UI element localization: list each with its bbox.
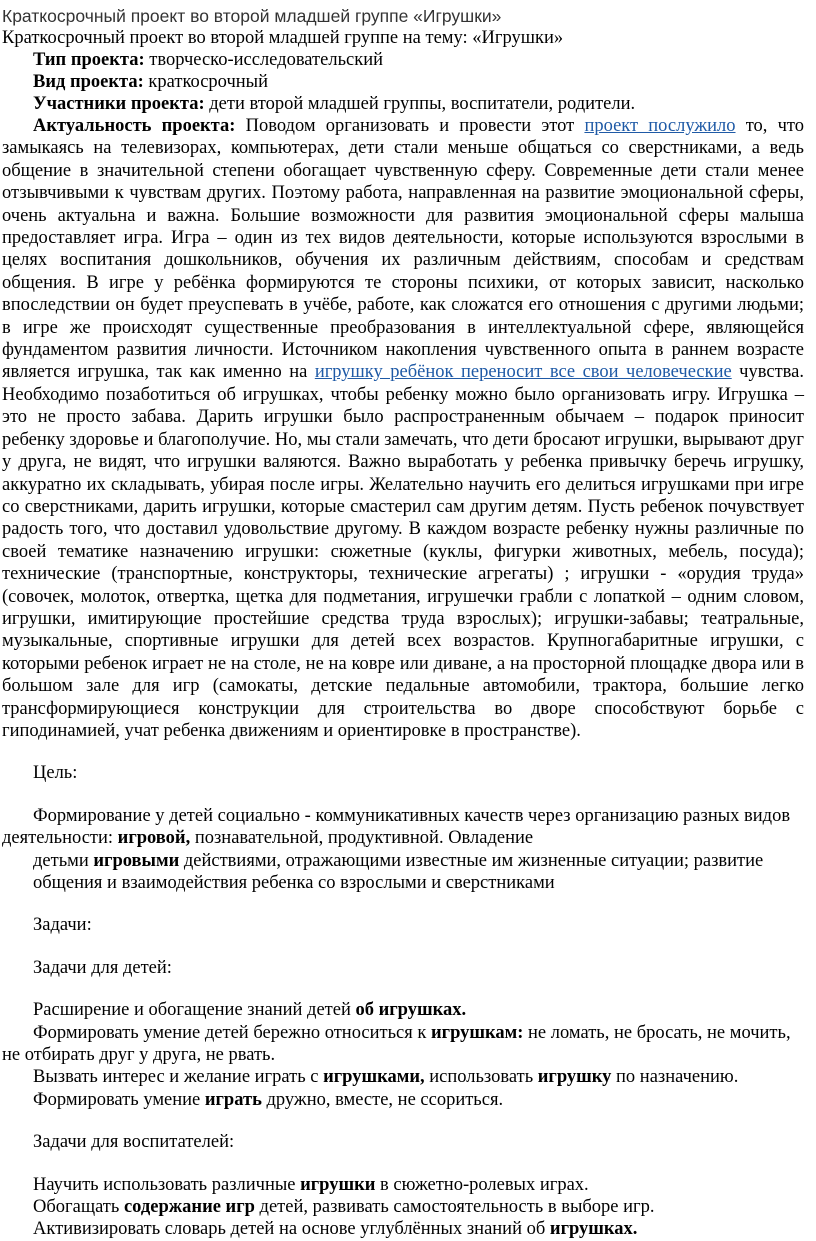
spacer xyxy=(2,894,804,914)
children-task-1 xyxy=(2,999,804,1021)
spacer xyxy=(2,979,804,999)
spacer xyxy=(2,742,804,762)
relevance-text-3: чувства. Необходимо позаботиться об игрушках, чтобы ребенку можно было организовать игру. Игрушка – это не просто забава. Дарить игрушки было распространенным обычаем – подарок приносит ребенку здоровье и благополучие. Но, мы стали замечать, что дети бросают игрушки, вырывают друг у друга, не видят, что игрушки валяются. Важно выработать у ребенка привычку беречь игрушку, аккуратно их складывать, убирая после игры. Желательно научить его делиться игрушками при игре со сверстниками, дарить игрушки, которые смастерил сам другим детям. Пусть ребенок почувствует радость того, что доставил удовольствие другому. В каждом возрасте ребенку нужны различные по своей тематике назначению игрушки: сюжетные (куклы, фигурки животных, мебель, посуда); технические (транспортные, конструкторы, технические агрегаты) ; игрушки - «орудия труда» (совочек, молоток, отвертка, щетка для подметания, игрушечки грабли с лопаткой – одним словом, игрушки, имитирующие простейшие средства труда взрослых); игрушки-забавы; театральные, музыкальные, спортивные игрушки для детей всех возрастов. Крупногабаритные игрушки, с которыми ребенок играет не на столе, не на ковре или диване, а на просторной площадке двора или в большом зале для игр (самокаты, детские педальные автомобили, трактора, большие легко трансформирующиеся конструкции для строительства во дворе способствуют борьбе с гиподинамией, учат ребенка движениям и ориентировке в пространстве). xyxy=(2,362,804,741)
children-task-3-mid: использовать xyxy=(424,1067,538,1088)
spacer xyxy=(2,785,804,805)
goal-text-2: познавательной, продуктивной. Овладение xyxy=(190,828,534,849)
document-subtitle: Краткосрочный проект во второй младшей группе на тему: «Игрушки» xyxy=(2,28,564,48)
goal-bold-2: игровыми xyxy=(93,850,180,871)
spacer xyxy=(2,1154,804,1174)
goal-line-3a: детьми xyxy=(33,850,94,871)
children-task-4 xyxy=(2,1089,804,1111)
goal-line-3 xyxy=(2,850,804,872)
project-participants-label: Участники проекта: xyxy=(33,94,205,114)
project-kind-value: краткосрочный xyxy=(143,72,268,92)
children-task-4-text: Формировать умение xyxy=(33,1089,205,1110)
teachers-task-2-text: Обогащать xyxy=(33,1197,124,1218)
tasks-children-heading: Задачи для детей: xyxy=(33,957,172,978)
toy-feelings-link[interactable]: игрушку ребёнок переносит все свои человеческие xyxy=(314,362,732,383)
children-task-3-rest: по назначению. xyxy=(611,1067,739,1088)
project-kind-line xyxy=(2,71,804,93)
document-title: Краткосрочный проект во второй младшей группе «Игрушки» xyxy=(2,6,502,26)
children-task-1-text: Расширение и обогащение знаний детей xyxy=(33,1000,356,1021)
goal-paragraph xyxy=(2,805,804,850)
children-task-3 xyxy=(2,1066,804,1088)
goal-heading: Цель: xyxy=(33,763,78,784)
project-type-line xyxy=(2,49,804,71)
project-type-label: Тип проекта: xyxy=(33,50,145,70)
teachers-task-1-bold: игрушки xyxy=(300,1174,376,1195)
children-task-2-text: Формировать умение детей бережно относиться к xyxy=(33,1022,432,1043)
children-task-3-text: Вызвать интерес и желание играть с xyxy=(33,1067,324,1088)
goal-text-1: Формирование у детей социально - коммуникативных качеств через организацию разных видов деятельности: xyxy=(2,805,791,849)
children-task-4-rest: дружно, вместе, не ссориться. xyxy=(261,1089,504,1110)
children-task-2-bold: игрушкам: xyxy=(431,1022,524,1043)
children-task-2-rest: не ломать, не бросать, не мочить, не отбирать друг у друга, не рвать. xyxy=(2,1022,791,1066)
children-task-3-bold-2: игрушку xyxy=(537,1067,612,1088)
children-task-4-bold: играть xyxy=(204,1089,262,1110)
relevance-label: Актуальность проекта: xyxy=(33,116,236,136)
teachers-task-1-rest: в сюжетно-ролевых играх. xyxy=(375,1174,589,1195)
teachers-task-3 xyxy=(2,1218,804,1240)
teachers-task-1-text: Научить использовать различные xyxy=(33,1174,301,1195)
goal-bold-1: игровой, xyxy=(117,828,191,849)
project-type-value: творческо-исследовательский xyxy=(144,50,384,70)
project-participants-line xyxy=(2,93,804,115)
relevance-text-1: Поводом организовать и провести этот xyxy=(235,116,585,136)
project-link[interactable]: проект послужило xyxy=(584,116,736,136)
children-task-1-bold: об игрушках. xyxy=(355,1000,467,1021)
relevance-paragraph xyxy=(2,115,804,742)
goal-line-3b: действиями, отражающими известные им жизненные ситуации; развитие xyxy=(179,850,764,871)
project-participants-value: дети второй младшей группы, воспитатели, родители. xyxy=(204,94,636,114)
teachers-task-3-bold: игрушках. xyxy=(549,1219,638,1240)
teachers-task-2-bold: содержание игр xyxy=(123,1197,255,1218)
teachers-task-1 xyxy=(2,1174,804,1196)
goal-line-4: общения и взаимодействия ребенка со взрослыми и сверстниками xyxy=(33,873,555,893)
children-task-3-bold: игрушками, xyxy=(323,1067,425,1088)
relevance-text-2: то, что замыкаясь на телевизорах, компьютерах, дети стали меньше общаться со сверстниками, а ведь общение в значительной степени обогащает чувственную сферу. Современные дети стали менее отзывчивыми к чувствам других. Поэтому работа, направленная на развитие эмоциональной сферы, очень актуальна и важна. Большие возможности для развития эмоциональной сферы малыша предоставляет игра. Игра – один из тех видов деятельности, которые используются взрослыми в целях воспитания дошкольников, обучения их различным действиям, способам и средствам общения. В игре у ребёнка формируются те стороны психики, от которых зависит, насколько впоследствии он будет преуспевать в учёбе, работе, как сложатся его отношения с другими людьми; в игре же происходят существенные преобразования в интеллектуальной сфере, являющейся фундаментом развития личности. Источником накопления чувственного опыта в раннем возрасте является игрушка, так как именно на xyxy=(2,116,804,383)
children-task-2 xyxy=(2,1022,804,1067)
tasks-heading: Задачи: xyxy=(33,915,92,936)
teachers-task-2 xyxy=(2,1196,804,1218)
project-kind-label: Вид проекта: xyxy=(33,72,144,92)
teachers-task-2-rest: детей, развивать самостоятельность в выборе игр. xyxy=(254,1197,655,1218)
spacer xyxy=(2,937,804,957)
tasks-teachers-heading: Задачи для воспитателей: xyxy=(33,1132,235,1153)
spacer xyxy=(2,1111,804,1131)
teachers-task-3-text: Активизировать словарь детей на основе углублённых знаний об xyxy=(33,1219,550,1240)
